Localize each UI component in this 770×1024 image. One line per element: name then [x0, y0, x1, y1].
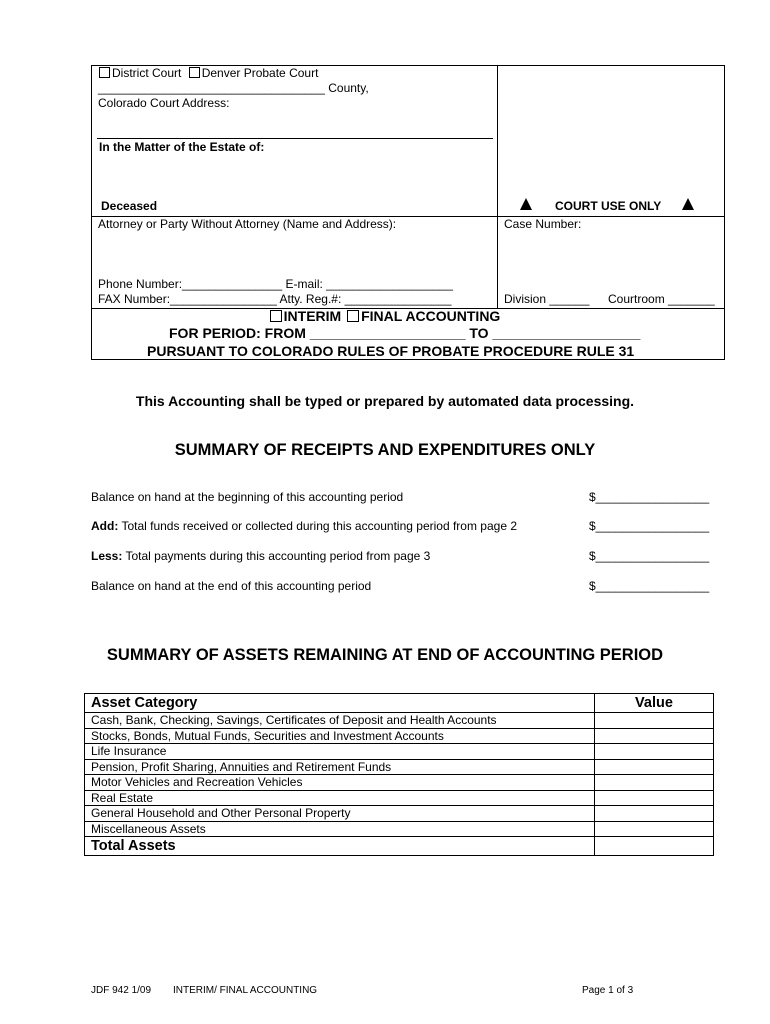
asset-value-cell[interactable] [595, 744, 714, 760]
asset-category-cell: Life Insurance [85, 744, 595, 760]
district-court-checkbox[interactable] [99, 67, 110, 78]
division-label[interactable]: Division ______ [504, 292, 590, 306]
final-checkbox[interactable] [347, 310, 359, 322]
table-header-row [85, 694, 714, 713]
summary-row [91, 579, 723, 595]
assets-table [84, 693, 714, 856]
period-line[interactable]: FOR PERIOD: FROM ____________________ TO ___________________ [169, 325, 641, 341]
final-label: FINAL ACCOUNTING [361, 308, 501, 324]
amount-field[interactable]: $_________________ [589, 490, 710, 504]
court-use-only: COURT USE ONLY [555, 199, 662, 213]
total-row [85, 837, 714, 856]
county-line[interactable]: __________________________________ County, [98, 81, 369, 95]
interim-checkbox[interactable] [270, 310, 282, 322]
asset-category-cell: Pension, Profit Sharing, Annuities and Retirement Funds [85, 759, 595, 775]
asset-category-cell: Cash, Bank, Checking, Savings, Certificates of Deposit and Health Accounts [85, 713, 595, 729]
footer-page: Page 1 of 3 [582, 985, 634, 996]
row-text: Total payments during this accounting period from page 3 [122, 549, 431, 563]
caption-divider-vertical [497, 65, 498, 308]
summary-row [91, 549, 723, 565]
total-assets-label: Total Assets [85, 837, 595, 856]
asset-value-cell[interactable] [595, 728, 714, 744]
asset-category-cell: Stocks, Bonds, Mutual Funds, Securities and Investment Accounts [85, 728, 595, 744]
row-text: Balance on hand at the end of this accounting period [91, 579, 372, 593]
footer-form-id: JDF 942 1/09 [91, 985, 152, 996]
row-prefix: Less: [91, 549, 123, 563]
interim-label: INTERIM [283, 308, 342, 324]
asset-category-cell: General Household and Other Personal Property [85, 806, 595, 822]
table-row [85, 821, 714, 837]
receipts-heading: SUMMARY OF RECEIPTS AND EXPENDITURES ONLY [174, 441, 596, 459]
asset-value-cell[interactable] [595, 790, 714, 806]
assets-heading: SUMMARY OF ASSETS REMAINING AT END OF ACCOUNTING PERIOD [106, 646, 664, 664]
case-number-label: Case Number: [504, 217, 582, 231]
court-address-underline [97, 138, 493, 139]
asset-value-cell[interactable] [595, 713, 714, 729]
up-arrow-icon [682, 198, 694, 210]
col-category-header: Asset Category [85, 694, 595, 713]
deceased-label: Deceased [101, 199, 158, 213]
asset-value-cell[interactable] [595, 759, 714, 775]
rule-line: PURSUANT TO COLORADO RULES OF PROBATE PROCEDURE RULE 31 [147, 343, 635, 359]
table-row [85, 759, 714, 775]
asset-category-cell: Real Estate [85, 790, 595, 806]
col-value-header: Value [595, 694, 714, 713]
amount-field[interactable]: $_________________ [589, 519, 710, 533]
asset-category-cell: Miscellaneous Assets [85, 821, 595, 837]
attorney-label: Attorney or Party Without Attorney (Name and Address): [98, 217, 397, 231]
table-row [85, 728, 714, 744]
asset-category-cell: Motor Vehicles and Recreation Vehicles [85, 775, 595, 791]
summary-row [91, 519, 723, 535]
asset-value-cell[interactable] [595, 806, 714, 822]
court-options [99, 66, 318, 81]
up-arrow-icon [520, 198, 532, 210]
asset-value-cell[interactable] [595, 775, 714, 791]
total-assets-value[interactable] [595, 837, 714, 856]
table-row [85, 790, 714, 806]
court-address-label: Colorado Court Address: [98, 96, 230, 110]
summary-row [91, 490, 723, 506]
asset-value-cell[interactable] [595, 821, 714, 837]
table-row [85, 744, 714, 760]
instruction: This Accounting shall be typed or prepared by automated data processing. [135, 393, 635, 409]
courtroom-label[interactable]: Courtroom _______ [608, 292, 715, 306]
table-row [85, 713, 714, 729]
amount-field[interactable]: $_________________ [589, 579, 710, 593]
fax-reg-line[interactable]: FAX Number:________________ Atty. Reg.#: ________________ [98, 292, 452, 306]
amount-field[interactable]: $_________________ [589, 549, 710, 563]
estate-label: In the Matter of the Estate of: [99, 140, 265, 154]
table-row [85, 806, 714, 822]
phone-email-line[interactable]: Phone Number:_______________ E-mail: ___________________ [98, 277, 453, 291]
row-text: Total funds received or collected during this accounting period from page 2 [118, 519, 518, 533]
denver-probate-court-checkbox[interactable] [189, 67, 200, 78]
district-court-label: District Court [112, 66, 182, 80]
row-prefix: Add: [91, 519, 119, 533]
footer-form-name: INTERIM/ FINAL ACCOUNTING [173, 985, 318, 996]
table-row [85, 775, 714, 791]
accounting-type [0, 308, 770, 325]
denver-probate-court-label: Denver Probate Court [201, 66, 319, 80]
row-text: Balance on hand at the beginning of this accounting period [91, 490, 404, 504]
